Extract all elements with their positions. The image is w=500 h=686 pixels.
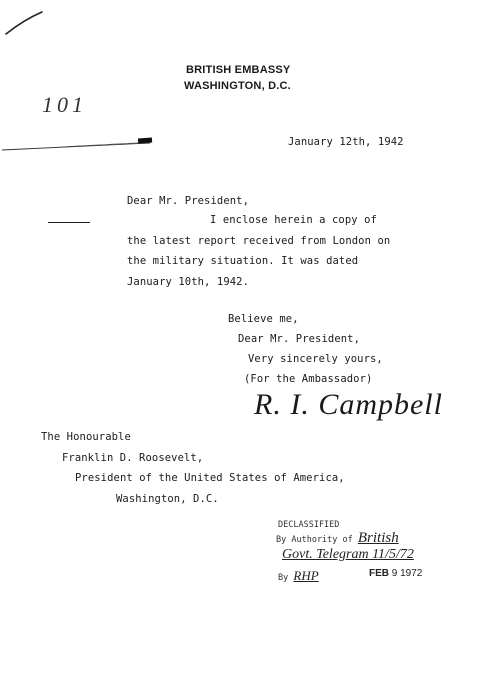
letterhead [186, 62, 291, 94]
letterhead-org: BRITISH EMBASSY [186, 64, 291, 76]
margin-note-number: 101 [42, 92, 87, 117]
stamp-date-year: 9 1972 [391, 568, 423, 579]
letterhead-city: WASHINGTON, D.C. [184, 80, 291, 92]
stamp-reference-hand: Govt. Telegram 11/5/72 [282, 547, 414, 562]
stamp-authority-hand: British [357, 530, 399, 546]
stamp-date-month: FEB [369, 568, 389, 579]
signature: R. I. Campbell [254, 388, 443, 421]
declassified-stamp-authority [276, 530, 399, 547]
stamp-by-prefix: By [278, 573, 289, 583]
declassified-stamp-reference [282, 547, 414, 563]
address-line: Franklin D. Roosevelt, [62, 452, 204, 464]
letter-date: January 12th, 1942 [288, 136, 404, 148]
address-line: President of the United States of America, [75, 472, 345, 484]
stamp-authority-prefix: By Authority of [276, 535, 353, 545]
closing-line: Believe me, [228, 313, 299, 325]
pen-stroke-mark [0, 134, 160, 156]
closing-line: (For the Ambassador) [244, 373, 373, 385]
body-line: the military situation. It was dated [127, 255, 359, 267]
declassified-stamp-by [278, 568, 319, 584]
body-line: January 10th, 1942. [127, 276, 250, 288]
stamp-by-hand: RHP [293, 568, 319, 583]
address-line: The Honourable [41, 431, 131, 443]
corner-check-mark [4, 10, 44, 36]
closing-line: Dear Mr. President, [238, 333, 361, 345]
short-rule [48, 222, 90, 223]
body-line: I enclose herein a copy of [210, 214, 377, 226]
declassified-stamp-title: DECLASSIFIED [278, 520, 340, 530]
salutation: Dear Mr. President, [127, 195, 250, 207]
body-line: the latest report received from London on [127, 235, 391, 247]
address-line: Washington, D.C. [116, 493, 219, 505]
closing-line: Very sincerely yours, [248, 353, 383, 365]
declassified-stamp-date [369, 568, 422, 579]
